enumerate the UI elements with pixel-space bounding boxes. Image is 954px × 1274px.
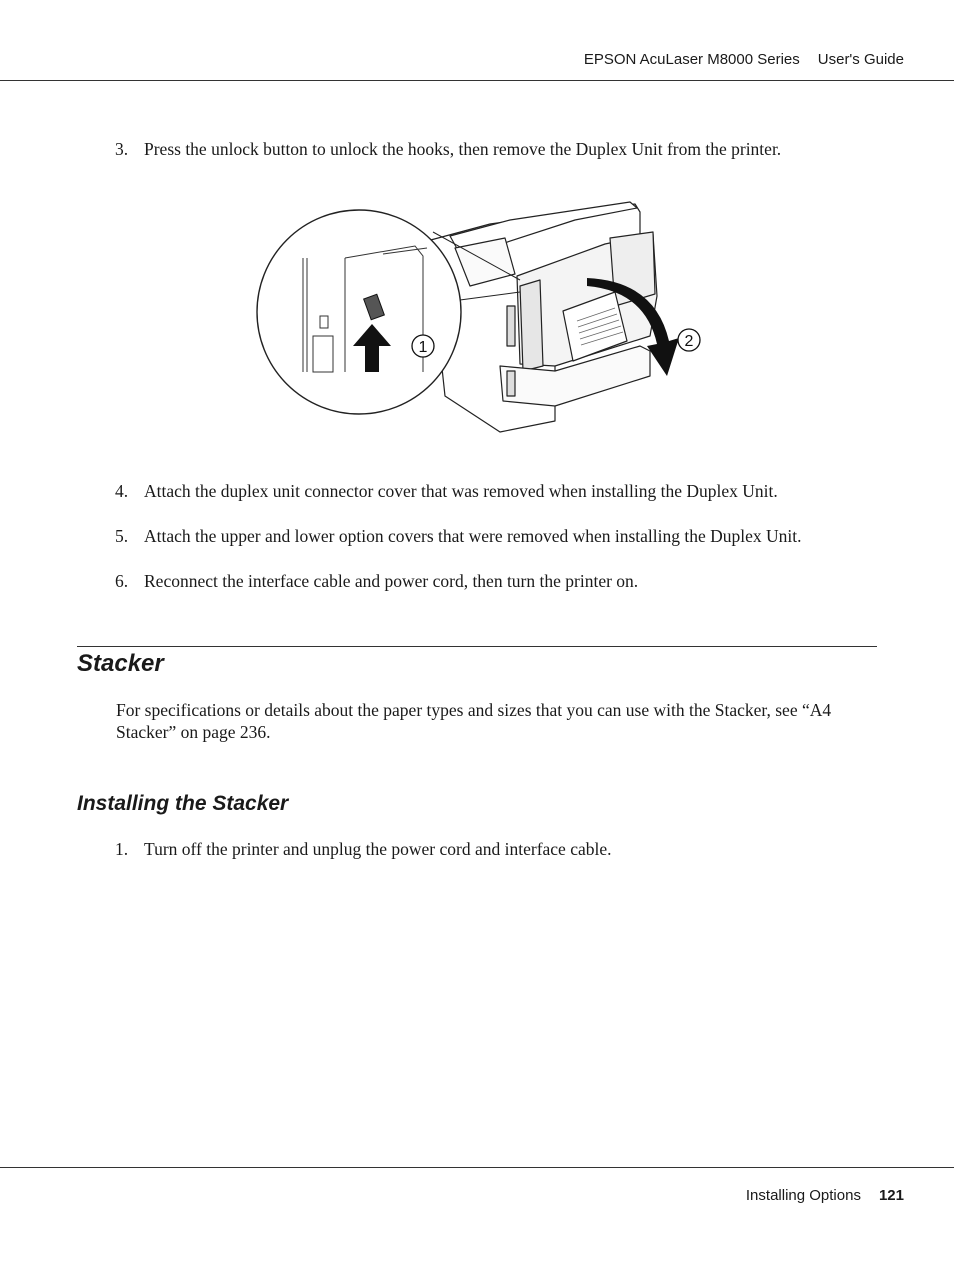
step-number: 5. [115, 526, 129, 546]
page-footer [746, 1187, 904, 1204]
rear-port [507, 371, 515, 396]
page-number: 121 [878, 1187, 904, 1204]
section-title: Stacker [77, 650, 164, 677]
step-text: Press the unlock button to unlock the hooks, then remove the Duplex Unit from the printer. [144, 139, 782, 159]
printer-illustration [255, 196, 715, 436]
step-text: Reconnect the interface cable and power cord, then turn the printer on. [144, 571, 639, 591]
step-number: 3. [115, 139, 129, 159]
header-guide: User's Guide [817, 51, 904, 68]
step-text: Attach the duplex unit connector cover that was removed when installing the Duplex Unit. [144, 481, 778, 501]
section-rule [77, 646, 877, 647]
step-number: 4. [115, 481, 129, 501]
duplex-unit-removal-illustration [255, 196, 715, 436]
magnified-detail [257, 210, 461, 414]
callout-1: 1 [418, 339, 428, 356]
step-4 [115, 480, 778, 502]
section-intro: For specifications or details about the paper types and sizes that you can use with the Stacker, see “A4 Stacker” on page 236. [116, 700, 832, 742]
step-3 [115, 138, 781, 160]
rear-connector [507, 306, 515, 346]
footer-chapter: Installing Options [745, 1187, 861, 1204]
step-6 [115, 570, 638, 592]
page-header [584, 51, 904, 68]
header-rule [0, 80, 954, 81]
step-number: 6. [115, 571, 129, 591]
step-text: Turn off the printer and unplug the power cord and interface cable. [144, 839, 612, 859]
unlock-hook-panel [520, 280, 543, 371]
subsection-title: Installing the Stacker [77, 792, 289, 815]
install-step-1 [115, 838, 611, 860]
step-number: 1. [115, 839, 129, 859]
header-product: EPSON AcuLaser M8000 Series [583, 51, 800, 68]
callout-2: 2 [684, 333, 694, 350]
step-5 [115, 525, 802, 547]
footer-rule [0, 1167, 954, 1168]
step-text: Attach the upper and lower option covers that were removed when installing the Duplex Unit. [144, 526, 802, 546]
